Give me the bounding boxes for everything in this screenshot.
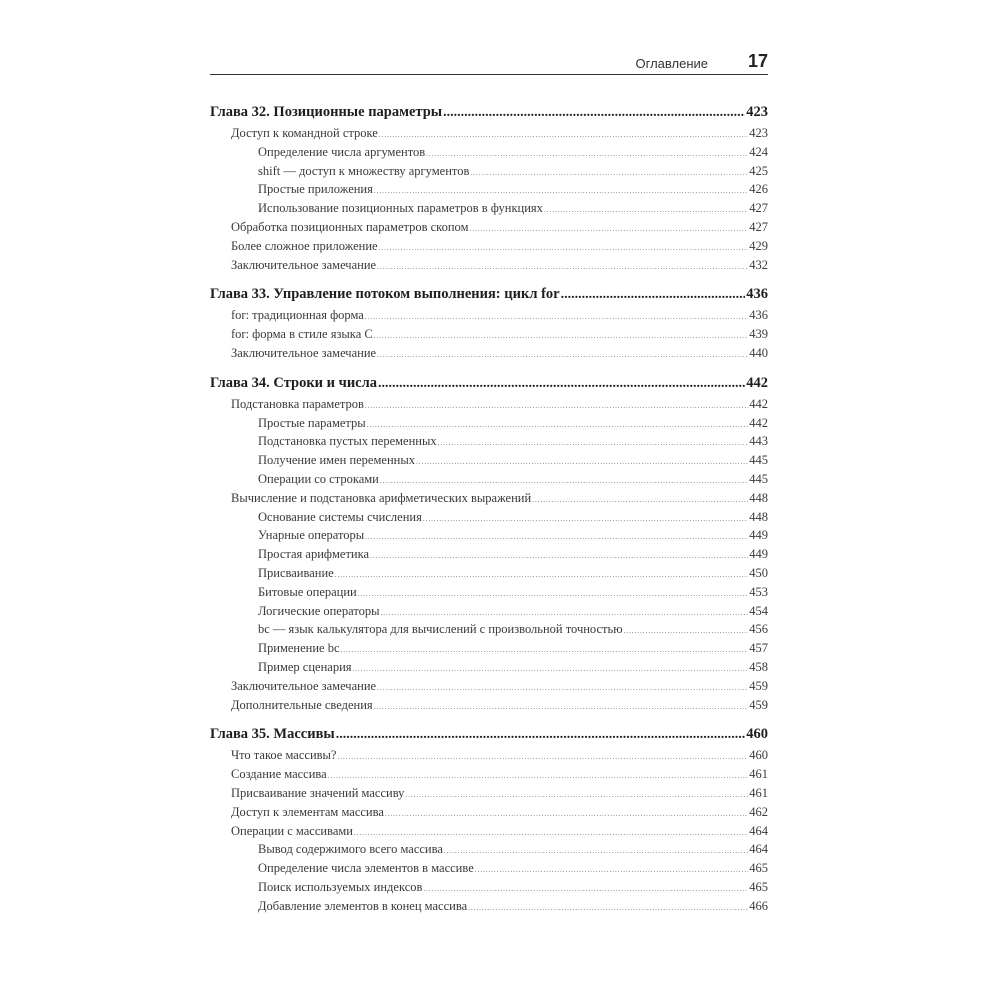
toc-entry-page: 439: [749, 327, 768, 342]
toc-entry-page: 443: [749, 434, 768, 449]
toc-entry-title: Глава 34. Строки и числа: [210, 374, 377, 391]
toc-entry-page: 465: [749, 861, 768, 876]
toc-entry-title: Простая арифметика: [258, 547, 370, 562]
toc-subsection[interactable]: [210, 566, 768, 585]
dot-leader: [380, 477, 748, 485]
toc-section[interactable]: [210, 308, 768, 327]
toc-subsection[interactable]: [210, 201, 768, 220]
chapter-block: [210, 726, 768, 917]
toc-entry-title: Вывод содержимого всего массива: [258, 842, 443, 857]
toc-entry-title: Заключительное замечание: [231, 345, 377, 360]
toc-entry-page: 461: [749, 767, 768, 782]
dot-leader: [365, 313, 748, 321]
toc-entry-title: Операции с массивами: [231, 823, 353, 838]
toc-entry-title: Глава 35. Массивы: [210, 726, 335, 743]
dot-leader: [475, 866, 749, 874]
toc-entry-title: Определение числа аргументов: [258, 144, 426, 159]
toc-section[interactable]: [210, 824, 768, 843]
toc-entry-page: 466: [749, 898, 768, 913]
dot-leader: [468, 904, 748, 912]
toc-entry-title: Битовые операции: [258, 584, 357, 599]
toc-section[interactable]: [210, 679, 768, 698]
toc-entry-title: Что такое массивы?: [231, 748, 337, 763]
dot-leader: [354, 829, 748, 837]
toc-entry-page: 445: [749, 471, 768, 486]
toc-entry-title: Присваивание: [258, 565, 334, 580]
toc-entry-page: 462: [749, 804, 768, 819]
toc-entry-page: 445: [749, 453, 768, 468]
section-title: Оглавление: [635, 56, 708, 71]
toc-subsection[interactable]: [210, 182, 768, 201]
toc-entry-title: Глава 32. Позиционные параметры: [210, 104, 443, 120]
dot-leader: [416, 458, 748, 466]
toc-entry-page: 424: [749, 144, 768, 159]
toc-entry-page: 448: [749, 509, 768, 524]
toc-entry-title: shift — доступ к множеству аргументов: [258, 163, 470, 178]
toc-entry-page: 453: [749, 584, 768, 599]
toc-subsection[interactable]: [210, 434, 768, 453]
toc-entry-title: Получение имен переменных: [258, 453, 415, 468]
dot-leader: [544, 206, 748, 214]
toc-section[interactable]: [210, 698, 768, 717]
toc-entry-page: 448: [749, 490, 768, 505]
toc-subsection[interactable]: [210, 899, 768, 918]
dot-leader: [341, 646, 749, 654]
toc-entry-title: Обработка позиционных параметров скопом: [231, 219, 469, 234]
chapter-block: [210, 375, 768, 717]
dot-leader: [353, 665, 749, 673]
dot-leader: [624, 627, 749, 635]
toc-entry-page: 464: [749, 823, 768, 838]
dot-leader: [379, 131, 748, 139]
dot-leader: [337, 753, 748, 761]
chapter-heading[interactable]: [210, 286, 768, 308]
toc-entry-page: 440: [749, 345, 768, 360]
toc-subsection[interactable]: [210, 472, 768, 491]
dot-leader: [379, 244, 749, 252]
toc-entry-title: Поиск используемых индексов: [258, 879, 423, 894]
dot-leader: [532, 496, 748, 504]
toc-subsection[interactable]: [210, 842, 768, 861]
chapter-heading[interactable]: [210, 104, 768, 126]
toc-entry-title: Использование позиционных параметров в функциях: [258, 201, 543, 216]
dot-leader: [374, 703, 749, 711]
toc-entry-title: Подстановка параметров: [231, 396, 364, 411]
toc-entry-page: 461: [749, 785, 768, 800]
toc-entry-title: Простые параметры: [258, 415, 366, 430]
dot-leader: [370, 552, 748, 560]
toc-entry-page: 429: [749, 238, 768, 253]
toc-section[interactable]: [210, 258, 768, 277]
dot-leader: [561, 287, 746, 303]
toc-subsection[interactable]: [210, 510, 768, 529]
toc-entry-title: Операции со строками: [258, 471, 379, 486]
toc-subsection[interactable]: [210, 660, 768, 679]
toc-entry-title: Унарные операторы: [258, 528, 365, 543]
toc-entry-title: Вычисление и подстановка арифметических выражений: [231, 490, 532, 505]
toc-section[interactable]: [210, 748, 768, 767]
toc-entry-title: Заключительное замечание: [231, 257, 377, 272]
toc-subsection[interactable]: [210, 164, 768, 183]
toc-subsection[interactable]: [210, 622, 768, 641]
toc-entry-page: 427: [749, 201, 768, 216]
toc-entry-page: 457: [749, 641, 768, 656]
dot-leader: [423, 885, 748, 893]
dot-leader: [367, 421, 749, 429]
toc-entry-title: Простые приложения: [258, 182, 373, 197]
toc-entry-title: Определение числа элементов в массиве: [258, 861, 474, 876]
toc-subsection[interactable]: [210, 547, 768, 566]
toc-entry-page: 456: [749, 622, 768, 637]
toc-subsection[interactable]: [210, 880, 768, 899]
toc-section[interactable]: [210, 126, 768, 145]
toc-entry-page: 436: [749, 308, 768, 323]
toc-section[interactable]: [210, 327, 768, 346]
toc-subsection[interactable]: [210, 528, 768, 547]
toc-section[interactable]: [210, 346, 768, 365]
toc-entry-title: for: традиционная форма: [231, 308, 364, 323]
running-header: [210, 50, 768, 75]
toc-entry-title: Глава 33. Управление потоком выполнения: цикл for: [210, 286, 560, 303]
chapter-block: [210, 104, 768, 276]
dot-leader: [365, 533, 748, 541]
toc-subsection[interactable]: [210, 453, 768, 472]
toc-subsection[interactable]: [210, 604, 768, 623]
toc-entry-page: 426: [749, 182, 768, 197]
dot-leader: [469, 225, 748, 233]
dot-leader: [374, 332, 749, 340]
toc-subsection[interactable]: [210, 641, 768, 660]
toc-entry-page: 427: [749, 219, 768, 234]
toc-entry-page: 460: [746, 726, 768, 743]
toc-section[interactable]: [210, 220, 768, 239]
dot-leader: [444, 847, 748, 855]
toc-entry-page: 459: [749, 697, 768, 712]
toc-section[interactable]: [210, 397, 768, 416]
dot-leader: [365, 402, 748, 410]
toc-entry-page: 464: [749, 842, 768, 857]
dot-leader: [377, 263, 748, 271]
toc-entry-page: 449: [749, 547, 768, 562]
toc-entry-page: 449: [749, 528, 768, 543]
toc-entry-title: Заключительное замечание: [231, 678, 377, 693]
toc-entry-title: Присваивание значений массиву: [231, 785, 405, 800]
toc-entry-page: 450: [749, 565, 768, 580]
toc-entry-page: 465: [749, 879, 768, 894]
toc-entry-page: 459: [749, 678, 768, 693]
toc-section[interactable]: [210, 786, 768, 805]
toc-entry-page: 442: [749, 415, 768, 430]
chapter-heading[interactable]: [210, 726, 768, 748]
toc-section[interactable]: [210, 491, 768, 510]
dot-leader: [335, 571, 749, 579]
dot-leader: [470, 169, 748, 177]
dot-leader: [426, 150, 748, 158]
toc-entry-page: 460: [749, 748, 768, 763]
dot-leader: [377, 684, 748, 692]
toc-entry-page: 432: [749, 257, 768, 272]
toc-entry-page: 442: [749, 396, 768, 411]
dot-leader: [336, 727, 746, 743]
toc-section[interactable]: [210, 805, 768, 824]
toc-entry-page: 436: [746, 286, 768, 303]
toc-entry-title: Пример сценария: [258, 659, 352, 674]
toc-entry-title: bc — язык калькулятора для вычислений с произвольной точностью: [258, 622, 623, 637]
toc-entry-page: 458: [749, 659, 768, 674]
toc-subsection[interactable]: [210, 861, 768, 880]
toc-entry-title: Доступ к командной строке: [231, 126, 378, 140]
toc-section[interactable]: [210, 239, 768, 258]
toc-entry-page: 423: [746, 104, 768, 120]
toc-entry-title: Применение bc: [258, 641, 340, 656]
chapter-heading[interactable]: [210, 375, 768, 397]
toc-entry-title: Добавление элементов в конец массива: [258, 898, 468, 913]
dot-leader: [377, 351, 748, 359]
dot-leader: [328, 772, 749, 780]
toc-entry-title: for: форма в стиле языка C: [231, 327, 373, 342]
table-of-contents: [210, 104, 768, 927]
dot-leader: [423, 515, 748, 523]
dot-leader: [358, 590, 749, 598]
toc-subsection[interactable]: [210, 145, 768, 164]
dot-leader: [443, 105, 745, 121]
toc-entry-title: Создание массива: [231, 767, 327, 782]
dot-leader: [381, 609, 749, 617]
toc-entry-page: 454: [749, 603, 768, 618]
toc-entry-title: Подстановка пустых переменных: [258, 434, 437, 449]
dot-leader: [385, 810, 748, 818]
toc-entry-title: Доступ к элементам массива: [231, 804, 384, 819]
toc-entry-page: 442: [746, 374, 768, 391]
toc-subsection[interactable]: [210, 585, 768, 604]
toc-subsection[interactable]: [210, 416, 768, 435]
toc-entry-title: Дополнительные сведения: [231, 697, 373, 712]
page-number: 17: [747, 51, 768, 71]
toc-entry-title: Более сложное приложение: [231, 238, 378, 253]
dot-leader: [374, 187, 748, 195]
dot-leader: [405, 791, 748, 799]
dot-leader: [438, 439, 749, 447]
toc-section[interactable]: [210, 767, 768, 786]
toc-entry-title: Логические операторы: [258, 603, 380, 618]
toc-entry-title: Основание системы счисления: [258, 509, 422, 524]
toc-entry-page: 423: [749, 126, 768, 140]
dot-leader: [378, 376, 745, 392]
toc-entry-page: 425: [749, 163, 768, 178]
chapter-block: [210, 286, 768, 364]
